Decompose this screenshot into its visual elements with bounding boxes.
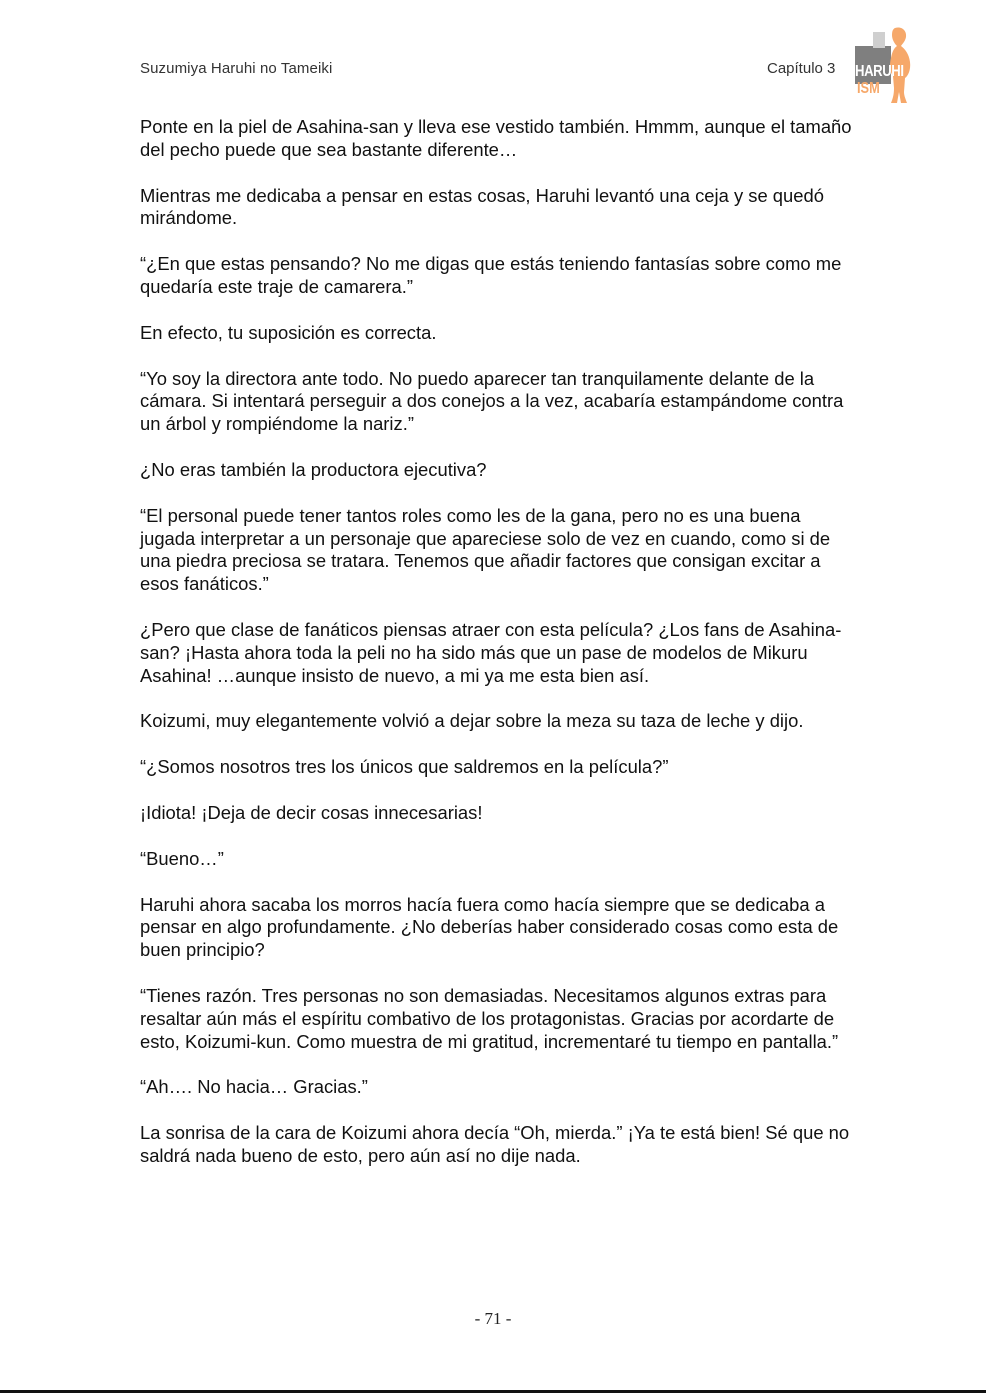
paragraph: Koizumi, muy elegantemente volvió a dejar sobre la meza su taza de leche y dijo. xyxy=(140,710,804,732)
paragraph: “Bueno…” xyxy=(140,847,224,869)
paragraph: “Tienes razón. Tres personas no son demasiadas. Necesitamos algunos extras para resaltar aún más el espíritu combativo de los protagonistas. Gracias por acordarte de esto, Koizumi-kun. Como muestra de mi gratitud, incrementaré tu tiempo en pantalla.” xyxy=(140,984,839,1052)
haruhiism-logo xyxy=(855,26,913,104)
logo-text-haruhi: HARUHI xyxy=(855,63,904,80)
paragraph: “Yo soy la directora ante todo. No puedo aparecer tan tranquilamente delante de la cámara. Si intentará perseguir a dos conejos a la vez, acabaría estampándome contra un árbol y rompiéndome la nariz.” xyxy=(140,367,844,435)
body-text xyxy=(140,116,855,1191)
paragraph: “¿En que estas pensando? No me digas que estás teniendo fantasías sobre como me quedaría este traje de camarera.” xyxy=(140,253,842,297)
paragraph: ¡Idiota! ¡Deja de decir cosas innecesarias! xyxy=(140,801,483,823)
paragraph: “¿Somos nosotros tres los únicos que saldremos en la película?” xyxy=(140,756,669,778)
paragraph: Ponte en la piel de Asahina-san y lleva ese vestido también. Hmmm, aunque el tamaño del pecho puede que sea bastante diferente… xyxy=(140,116,852,160)
paragraph: La sonrisa de la cara de Koizumi ahora decía “Oh, mierda.” ¡Ya te está bien! Sé que no saldrá nada bueno de esto, pero aún así no dije nada. xyxy=(140,1122,850,1166)
paragraph: ¿No eras también la productora ejecutiva? xyxy=(140,458,487,480)
paragraph: En efecto, tu suposición es correcta. xyxy=(140,321,437,343)
paragraph: Haruhi ahora sacaba los morros hacía fuera como hacía siempre que se dedicaba a pensar en algo profundamente. ¿No deberías haber considerado cosas como esta de buen principio? xyxy=(140,893,839,961)
paragraph: Mientras me dedicaba a pensar en estas cosas, Haruhi levantó una ceja y se quedó mirándome. xyxy=(140,184,824,229)
paragraph: “Ah…. No hacia… Gracias.” xyxy=(140,1076,368,1098)
running-header-chapter: Capítulo 3 xyxy=(767,60,836,77)
bottom-divider xyxy=(0,1390,986,1393)
paragraph: ¿Pero que clase de fanáticos piensas atraer con esta película? ¿Los fans de Asahina-san? ¡Hasta ahora toda la peli no ha sido más que un pase de modelos de Mikuru Asahina! …aunque insisto de nuevo, a mi ya me esta bien así. xyxy=(140,618,842,686)
running-header-title: Suzumiya Haruhi no Tameiki xyxy=(140,60,333,77)
paragraph: “El personal puede tener tantos roles como les de la gana, pero no es una buena jugada interpretar a un personaje que apareciese solo de vez en cuando, como si de una piedra preciosa se tratara. Tenemos que añadir factores que consigan excitar a esos fanáticos.” xyxy=(140,504,831,595)
logo-text-ism: ISM xyxy=(857,80,880,97)
page-number: - 71 - xyxy=(474,1309,512,1328)
